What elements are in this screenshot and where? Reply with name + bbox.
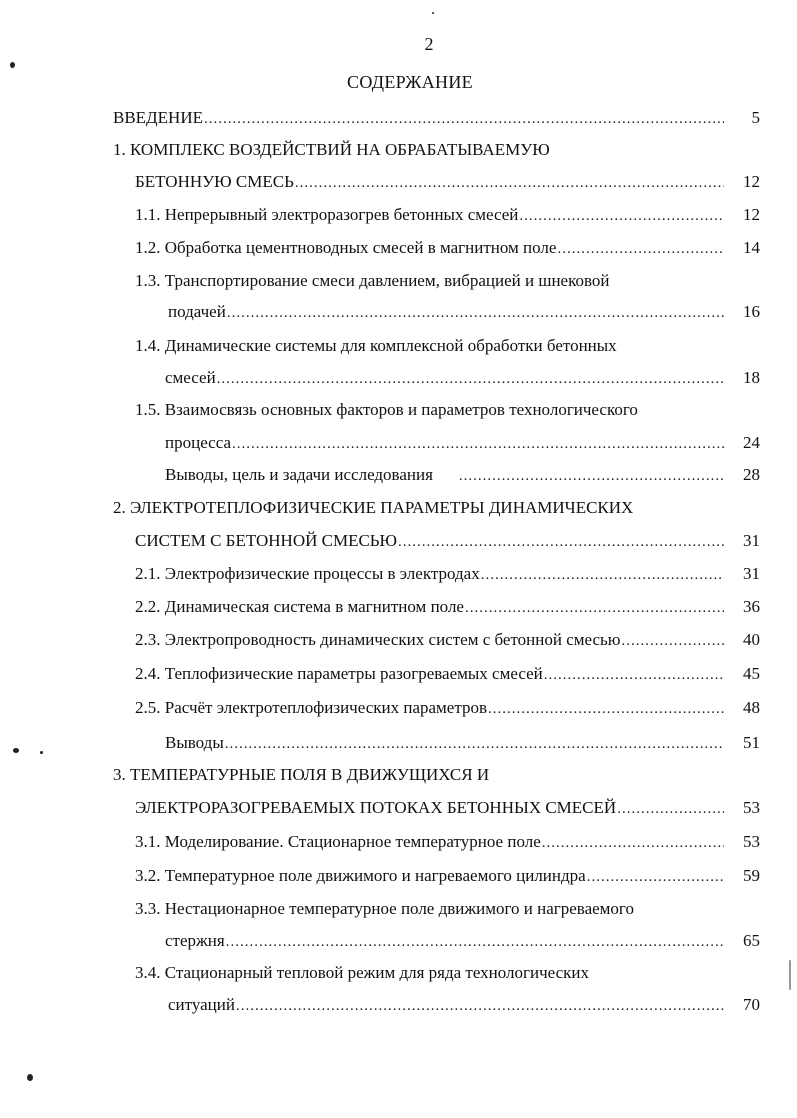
toc-leader-dots [204,111,724,128]
toc-entry-2-2 [0,597,760,619]
toc-leader-dots [542,835,724,852]
page-title: СОДЕРЖАНИЕ [347,72,473,92]
toc-entry-ch1 [0,172,760,194]
toc-label: процесса [165,433,232,452]
toc-entry-3-3 [0,931,760,953]
toc-label: подачей [168,302,226,321]
toc-label: 2.3. Электропроводность динамических систем с бетонной смесью [135,630,621,649]
toc-leader-dots [226,934,724,951]
toc-entry-2-3 [0,630,760,652]
toc-page: 45 [743,664,760,683]
scan-speck [13,748,19,753]
toc-page: 12 [743,205,760,224]
toc-leader-dots [465,600,724,617]
toc-leader-dots [587,869,724,886]
toc-chapter-2-title: 2. ЭЛЕКТРОТЕПЛОФИЗИЧЕСКИЕ ПАРАМЕТРЫ ДИНАМИЧЕСКИХ [113,498,634,517]
toc-leader-dots [217,371,724,388]
toc-entry-1-5 [0,433,760,455]
scan-speck [432,12,434,14]
toc-page: 59 [743,866,760,885]
toc-page: 36 [743,597,760,616]
toc-label: Выводы, цель и задачи исследования [165,465,433,484]
toc-label: 3.2. Температурное поле движимого и нагреваемого цилиндра [135,866,586,885]
page-number: 2 [424,34,434,54]
scan-speck [789,960,791,990]
toc-leader-dots [236,998,724,1015]
toc-page: 51 [743,733,760,752]
toc-chapter-3-title: 3. ТЕМПЕРАТУРНЫЕ ПОЛЯ В ДВИЖУЩИХСЯ И [113,765,490,784]
toc-entry-3-2 [0,866,760,888]
toc-page: 40 [743,630,760,649]
toc-entry-2-4 [0,664,760,686]
toc-entry-1-4 [0,368,760,390]
toc-entry-1-3 [0,302,760,324]
toc-page: 53 [743,832,760,851]
toc-leader-dots [557,241,724,258]
toc-entry-intro [0,108,760,130]
toc-entry-2-5 [0,698,760,720]
toc-label: СИСТЕМ С БЕТОННОЙ СМЕСЬЮ [135,531,398,550]
toc-label: ЭЛЕКТРОРАЗОГРЕВАЕМЫХ ПОТОКАХ БЕТОННЫХ СМЕСЕЙ [135,798,617,817]
toc-chapter-1-title: 1. КОМПЛЕКС ВОЗДЕЙСТВИЙ НА ОБРАБАТЫВАЕМУЮ [113,140,550,159]
toc-label: смесей [165,368,216,387]
scan-speck [27,1074,33,1081]
toc-page: 5 [751,108,760,127]
toc-entry-1-5-title: 1.5. Взаимосвязь основных факторов и параметров технологического [135,400,638,419]
toc-page: 12 [743,172,760,191]
toc-entry-ch2 [0,531,760,553]
toc-label: 1.1. Непрерывный электроразогрев бетонных смесей [135,205,519,224]
toc-leader-dots [488,701,724,718]
toc-leader-dots [227,305,724,322]
toc-label: БЕТОННУЮ СМЕСЬ [135,172,294,191]
toc-page: 65 [743,931,760,950]
toc-label: 2.2. Динамическая система в магнитном поле [135,597,464,616]
toc-label: стержня [165,931,225,950]
toc-label: ВВЕДЕНИЕ [113,108,203,127]
toc-entry-2-1 [0,564,760,586]
toc-leader-dots [617,801,724,818]
toc-entry-3-4-title: 3.4. Стационарный тепловой режим для ряда технологических [135,963,590,982]
toc-page: 28 [743,465,760,484]
toc-page: 24 [743,433,760,452]
toc-entry-ch3 [0,798,760,820]
toc-label: 2.4. Теплофизические параметры разогреваемых смесей [135,664,543,683]
toc-leader-dots [225,736,724,753]
toc-entry-1-4-title: 1.4. Динамические системы для комплексной обработки бетонных [135,336,617,355]
toc-entry-3-1 [0,832,760,854]
toc-entry-1-3-title: 1.3. Транспортирование смеси давлением, вибрацией и шнековой [135,271,610,290]
toc-entry-2-conclusions [0,733,760,755]
toc-entry-1-conclusions [0,465,760,487]
toc-label: 1.2. Обработка цементноводных смесей в магнитном поле [135,238,557,257]
toc-label: Выводы [165,733,224,752]
toc-page: 31 [743,564,760,583]
toc-leader-dots [544,667,724,684]
toc-leader-dots [519,208,724,225]
toc-label: 2.1. Электрофизические процессы в электродах [135,564,480,583]
toc-leader-dots [481,567,724,584]
toc-leader-dots [459,468,724,485]
scan-speck [40,751,43,754]
toc-page: 48 [743,698,760,717]
toc-label: 2.5. Расчёт электротеплофизических параметров [135,698,488,717]
scan-speck [10,62,15,68]
toc-leader-dots [232,436,724,453]
toc-leader-dots [622,633,725,650]
toc-page: 14 [743,238,760,257]
toc-page: 31 [743,531,760,550]
toc-leader-dots [398,534,724,551]
toc-entry-1-1 [0,205,760,227]
toc-entry-1-2 [0,238,760,260]
toc-entry-3-3-title: 3.3. Нестационарное температурное поле движимого и нагреваемого [135,899,634,918]
toc-leader-dots [295,175,724,192]
toc-label: 3.1. Моделирование. Стационарное температурное поле [135,832,541,851]
toc-page: 18 [743,368,760,387]
toc-page: 16 [743,302,760,321]
toc-page: 53 [743,798,760,817]
toc-page: 70 [743,995,760,1014]
toc-label: ситуаций [168,995,235,1014]
toc-entry-3-4 [0,995,760,1017]
